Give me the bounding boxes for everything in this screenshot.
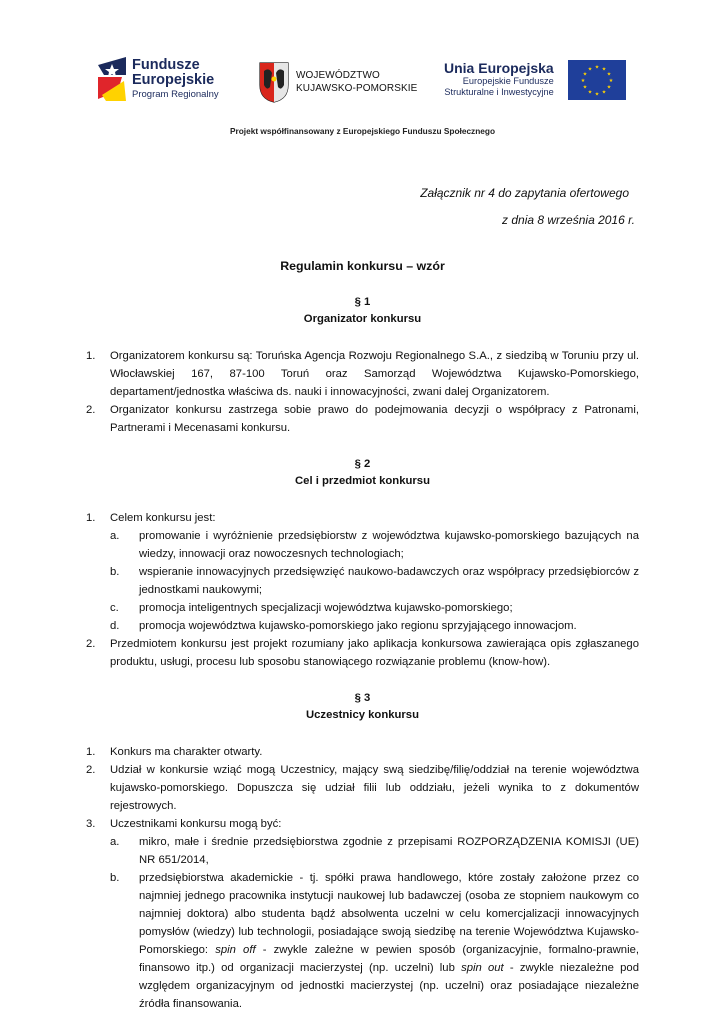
sublist-letter: b. [110, 872, 120, 884]
section-3-heading [86, 690, 639, 724]
list-item [86, 401, 639, 437]
svg-text:★: ★ [587, 89, 592, 96]
svg-text:★: ★ [582, 71, 587, 78]
ue-title: Unia Europejska [444, 60, 554, 76]
sublist-letter: b. [110, 566, 120, 578]
list-item [86, 761, 639, 815]
svg-text:★: ★ [601, 66, 606, 73]
list-number: 3. [86, 818, 96, 830]
kp-line-2: KUJAWSKO-POMORSKIE [296, 83, 418, 94]
svg-text:★: ★ [594, 64, 599, 71]
sublist-text: promowanie i wyróżnienie przedsiębiorstw z województwa kujawsko-pomorskiego bazujących na wiedzy, innowacji oraz nowoczesnych technologiach; [139, 530, 639, 560]
sublist-text: promocja inteligentnych specjalizacji województwa kujawsko-pomorskiego; [139, 602, 513, 614]
document-body [86, 294, 639, 1013]
sublist-item [110, 563, 639, 599]
section-1-title: Organizator konkursu [303, 313, 422, 325]
section-2-title: Cel i przedmiot konkursu [295, 475, 430, 487]
sublist-item [110, 527, 639, 563]
sublist-text: wspieranie innowacyjnych przedsięwzięć naukowo-badawczych oraz współpracy przedsiębiorców z jednostkami naukowymi; [139, 566, 639, 596]
section-3-title: Uczestnicy konkursu [305, 709, 419, 721]
sublist-item [110, 869, 639, 1013]
logo-bar [0, 55, 725, 115]
annex-line-2: z dnia 8 września 2016 r. [502, 213, 635, 227]
list-number: 1. [86, 746, 96, 758]
list-number: 1. [86, 512, 96, 524]
list-item [86, 347, 639, 401]
sublist-item [110, 617, 639, 635]
svg-text:★: ★ [608, 78, 613, 84]
svg-text:★: ★ [587, 66, 592, 73]
kujawsko-pomorskie-logo [258, 61, 417, 103]
fe-subtitle: Program Regionalny [132, 89, 219, 101]
sublist-text-part: - zwykle niezależne pod względem organizacyjnym od jednostki macierzystej (np. uczelni) oraz posiadające niezależne źródła finansowania. [139, 962, 639, 1010]
sublist-letter: a. [110, 836, 120, 848]
sublist-text-part: - zwykle zależne w pewien sposób (organizacyjnie, formalno-prawnie, finansowo itp.) od organizacji macierzystej (np. uczelni) lub [139, 944, 640, 974]
eu-flag-icon [568, 60, 626, 100]
list-number: 2. [86, 404, 96, 416]
svg-text:★: ★ [582, 84, 587, 91]
list-text: Przedmiotem konkursu jest projekt rozumiany jako aplikacja konkursowa zawierająca opis zgłaszanego produktu, usługi, procesu lub sposobu stanowiącego rozwiązanie problemu (know-how). [110, 638, 639, 668]
list-number: 1. [86, 350, 96, 362]
fe-star-icon [96, 55, 128, 103]
svg-text:★: ★ [580, 78, 585, 84]
sublist [86, 527, 639, 635]
sublist-item [110, 833, 639, 869]
list-number: 2. [86, 638, 96, 650]
kp-line-1: WOJEWÓDZTWO [296, 70, 380, 81]
sublist-emphasis: spin off [215, 944, 256, 956]
list-text: Organizatorem konkursu są: Toruńska Agencja Rozwoju Regionalnego S.A., z siedzibą w Toruniu przy ul. Włocławskiej 167, 87-100 Toruń oraz Samorząd Województwa Kujawsko-Pomorskiego, departament/jednostka właściwa ds. nauki i innowacyjności, zwani dalej Organizatorem. [110, 350, 639, 398]
list-text: Uczestnikami konkursu mogą być: [110, 818, 282, 830]
sublist-letter: a. [110, 530, 120, 542]
project-cofinancing-line: Projekt współfinansowany z Europejskiego Funduszu Społecznego [229, 126, 496, 136]
document-title: Regulamin konkursu – wzór [280, 259, 445, 273]
sublist-item [110, 599, 639, 617]
fundusze-europejskie-logo [96, 55, 219, 103]
section-3-par: § 3 [354, 692, 371, 704]
list-text: Udział w konkursie wziąć mogą Uczestnicy, mający swą siedzibę/filię/oddział na terenie województwa kujawsko-pomorskiego. Dopuszcza się udział filii lub oddziału, jeżeli wynika to z dokumentów rejestrowych. [110, 764, 639, 812]
list-text: Konkurs ma charakter otwarty. [110, 746, 263, 758]
list-item [86, 635, 639, 671]
sublist [86, 833, 639, 1013]
list-item [86, 815, 639, 833]
svg-text:★: ★ [594, 91, 599, 98]
svg-text:★: ★ [601, 89, 606, 96]
list-item [86, 509, 639, 527]
section-1-par: § 1 [354, 296, 371, 308]
ue-sub-2: Strukturalne i Inwestycyjne [444, 86, 554, 97]
unia-europejska-logo [444, 60, 626, 100]
section-1-heading [86, 294, 639, 328]
sublist-text: mikro, małe i średnie przedsiębiorstwa zgodnie z przepisami ROZPORZĄDZENIA KOMISJI (UE) NR 651/2014, [139, 836, 639, 866]
sublist-text: promocja województwa kujawsko-pomorskiego jako regionu sprzyjającego innowacjom. [139, 620, 577, 632]
fe-title-1: Fundusze [132, 56, 200, 73]
sublist-letter: d. [110, 620, 120, 632]
svg-text:★: ★ [606, 71, 611, 78]
fe-title-2: Europejskie [132, 72, 215, 89]
sublist-emphasis: spin out [461, 962, 504, 974]
section-2-heading [86, 456, 639, 490]
list-item [86, 743, 639, 761]
list-text: Celem konkursu jest: [110, 512, 216, 524]
sublist-text-part: przedsiębiorstwa akademickie - tj. spółki prawa handlowego, które zostały założone przez co najmniej jednego pracownika instytucji naukowej lub badawczej (osoba ze stopniem naukowym co najmniej doktora) albo studenta bądź absolwenta uczelni w celu komercjalizacji innowacyjnych pomysłów (wiedzy) lub technologii, posiadające swoją siedzibę na terenie Województwa Kujawsko-Pomorskiego: [139, 872, 639, 956]
svg-text:★: ★ [606, 84, 611, 91]
annex-line-1: Załącznik nr 4 do zapytania ofertowego [420, 186, 629, 200]
sublist-text [139, 869, 639, 1013]
section-2-par: § 2 [354, 458, 371, 470]
coat-of-arms-icon [258, 61, 290, 103]
list-text: Organizator konkursu zastrzega sobie prawo do podejmowania decyzji o współpracy z Patronami, Partnerami i Mecenasami konkursu. [110, 404, 639, 434]
sublist-letter: c. [110, 602, 119, 614]
list-number: 2. [86, 764, 96, 776]
ue-sub-1: Europejskie Fundusze [462, 76, 554, 87]
